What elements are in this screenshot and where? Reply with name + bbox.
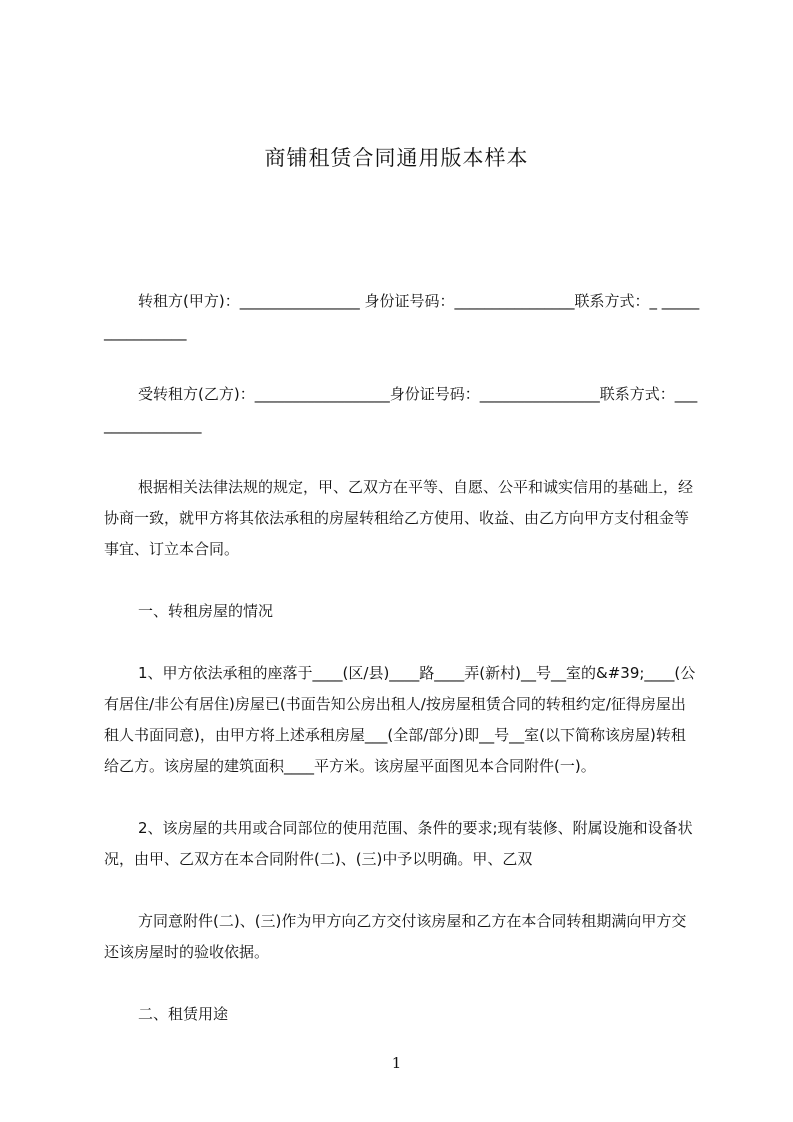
document-title: 商铺租赁合同通用版本样本 [264, 146, 529, 170]
section-heading-1: 一、转租房屋的情况 [138, 602, 274, 620]
party-b-line: 受转租方(乙方)：__________________身份证号码：________________联系方式：________________ [104, 385, 698, 434]
clause-1-2-continued: 方同意附件(二)、(三)作为甲方向乙方交付该房屋和乙方在本合同转租期满向甲方交还该房屋时的验收依据。 [104, 912, 687, 961]
preamble-paragraph: 根据相关法律法规的规定，甲、乙双方在平等、自愿、公平和诚实信用的基础上，经协商一致，就甲方将其依法承租的房屋转租给乙方使用、收益、由乙方向甲方支付租金等事宜、订立本合同。 [104, 478, 694, 558]
document-body [104, 286, 700, 1061]
page-number: 1 [391, 1054, 402, 1072]
section-heading-2: 二、租赁用途 [138, 1005, 229, 1023]
party-a-line: 转租方(甲方)：________________ 身份证号码：________________联系方式：_ ________________ [104, 292, 700, 341]
clause-1-1: 1、甲方依法承租的座落于____(区/县)____路____弄(新村)__号__室的&#39;____(公有居住/非公有居住)房屋已(书面告知公房出租人/按房屋租赁合同的转租约定/征得房屋出租人书面同意)，由甲方将上述承租房屋___(全部/部分)即__号__室(以下简称该房屋)转租给乙方。该房屋的建筑面积____平方米。该房屋平面图见本合同附件(一)。 [104, 664, 696, 775]
clause-1-2: 2、该房屋的共用或合同部位的使用范围、条件的要求;现有装修、附属设施和设备状况，由甲、乙双方在本合同附件(二)、(三)中予以明确。甲、乙双 [104, 819, 693, 868]
